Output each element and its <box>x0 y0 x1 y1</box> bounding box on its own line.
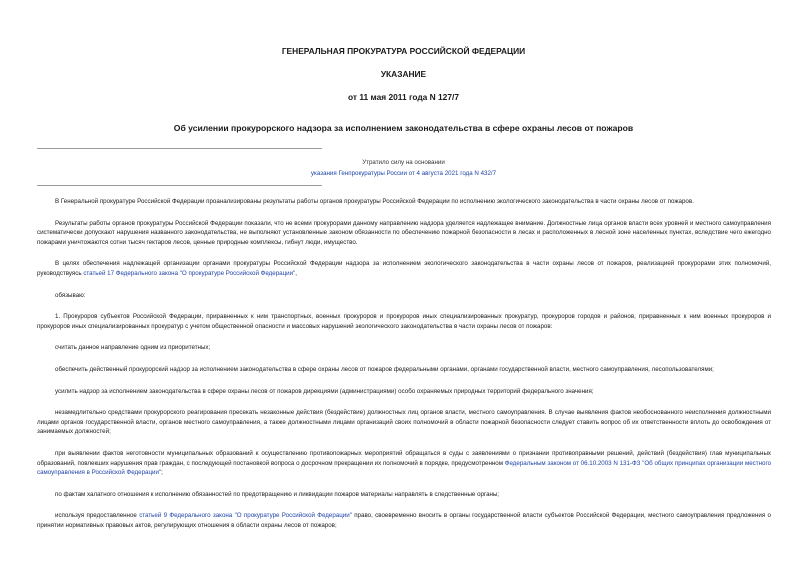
paragraph <box>37 449 771 478</box>
paragraph: обязываю: <box>55 291 86 299</box>
repeal-link[interactable]: указания Генпрокуратуры России от 4 августа 2021 года N 432/7 <box>310 170 497 177</box>
paragraph-text: используя предоставленное <box>55 512 140 520</box>
law-link-131-fz[interactable]: Федеральным законом от 06.10.2003 N 131-ФЗ "Об общих принципах организации местного самоуправления в Российской Федерации" <box>37 459 772 477</box>
paragraph-text: В целях обеспечения надлежащей организации органами прокуратуры Российской Федерации надзора за исполнением экологического законодательства в части охраны лесов от пожаров, реализацией прокурорами этих полномочий, руководствуясь <box>37 260 771 277</box>
law-link-article-9[interactable]: статьей 9 Федерального закона "О прокуратуре Российской Федерации" <box>139 512 352 520</box>
law-link-article-17[interactable]: статьей 17 Федерального закона "О прокуратуре Российской Федерации" <box>83 269 296 277</box>
paragraph-text: при выявлении фактов неготовности муниципальных образований к осуществлению противопожарных мероприятий обращаться в суды с заявлениями о признании противоправными решений, действий (бездействия) глав муниципальных образований, повлекших нарушения прав граждан, с последующей постановкой вопроса о досрочном прекращении их полномочий в порядке, предусмотренном <box>37 449 771 467</box>
status-note: Утратило силу на основании <box>362 159 445 166</box>
divider-top <box>37 148 322 149</box>
paragraph-text: , <box>295 269 297 277</box>
document-subject: Об усилении прокурорского надзора за исполнением законодательства в сфере охраны лесов от пожаров <box>173 123 634 133</box>
divider-bottom <box>37 185 322 186</box>
document-date-number: от 11 мая 2011 года N 127/7 <box>348 92 459 102</box>
paragraph: по фактам халатного отношения к исполнению обязанностей по предотвращению и ликвидации пожаров материалы направлять в следственные органы; <box>55 490 500 498</box>
paragraph: усилить надзор за исполнением законодательства в сфере охраны лесов от пожаров дирекциями (администрациями) особо охраняемых природных территорий федерального значения; <box>55 387 594 395</box>
document-type: УКАЗАНИЕ <box>380 69 427 79</box>
paragraph: считать данное направление одним из приоритетных; <box>55 344 211 352</box>
paragraph: В Генеральной прокуратуре Российской Федерации проанализированы результаты работы органов прокуратуры Российской Федерации по исполнению экологического законодательства в части охраны лесов от пожаров. <box>55 198 694 205</box>
document-org: ГЕНЕРАЛЬНАЯ ПРОКУРАТУРА РОССИЙСКОЙ ФЕДЕРАЦИИ <box>281 46 526 56</box>
document-body <box>37 197 771 542</box>
paragraph-text: право, своевременно вносить в органы государственной власти субъектов Российской Федерации, местного самоуправления предложения о принятии нормативных правовых актов, регулирующих отношения в области охраны лесов от пожаров; <box>37 512 771 529</box>
paragraph-text: ; <box>161 469 163 477</box>
paragraph: незамедлительно средствами прокурорского реагирования пресекать незаконные действия (бездействие) должностных лиц органов власти, местного самоуправления. В случае выявления фактов необоснованного неисполнения должностными лицами органов государственной власти, органов местного самоуправления, а также должностными лицами организаций своих полномочий в области пожарной безопасности следует ставить вопрос об их ответственности вплоть до освобождения от занимаемых должностей; <box>37 409 771 436</box>
status-note-link-line <box>0 168 807 179</box>
paragraph <box>37 259 771 278</box>
paragraph: обеспечить действенный прокурорский надзор за исполнением законодательства в сфере охраны лесов от пожаров федеральными органами, органами государственной власти, местного самоуправления, лесопользователями; <box>55 365 714 373</box>
paragraph: Результаты работы органов прокуратуры Российской Федерации показали, что не всеми прокурорами данному направлению надзора уделяется надлежащее внимание. Должностные лица органов власти всех уровней и местного самоуправления систематически допускают нарушения названного законодательства, не выполняют установленные законом обязанности по обеспечению пожарной безопасности в лесах и расположенных в лесной зоне населенных пунктах, вследствие чего ежегодно пожарами уничтожаются сотни тысяч гектаров лесов, ценные природные комплексы, гибнут люди, имущество. <box>37 219 771 246</box>
paragraph: 1. Прокуроров субъектов Российской Федерации, приравненных к ним транспортных, военных прокуроров и прокуроров иных специализированных прокуратур, прокуроров городов и районов, приравненных к ним военных прокуроров и прокуроров иных специализированных прокуратур с учетом общественной опасности и массовых нарушений экологического законодательства в части охраны лесов от пожаров: <box>37 313 771 330</box>
paragraph <box>37 511 771 530</box>
